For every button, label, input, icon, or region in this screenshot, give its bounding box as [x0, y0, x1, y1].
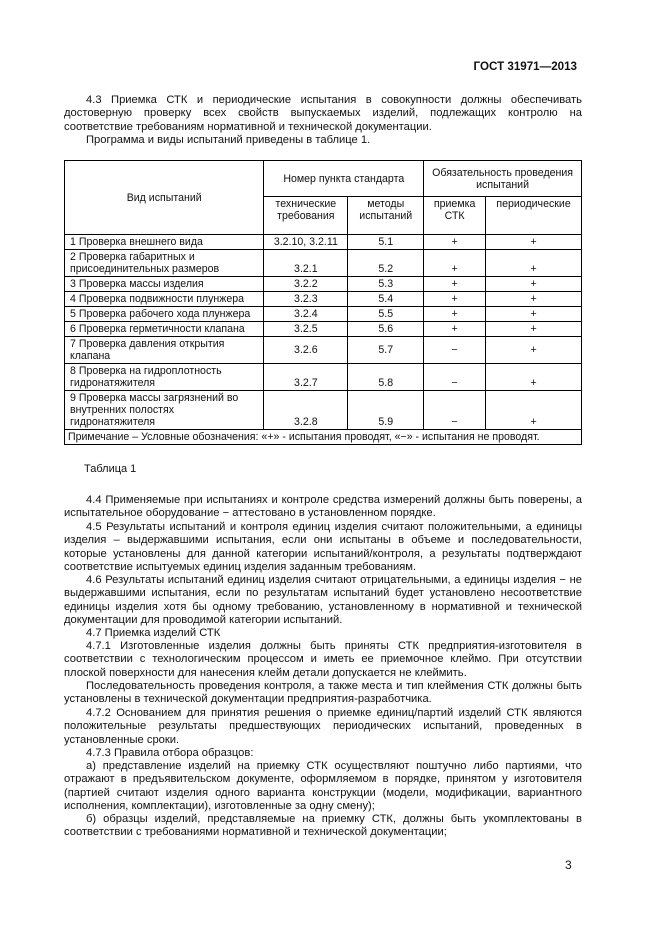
table-caption: Таблица 1	[84, 463, 137, 475]
row-test-name: 2 Проверка габаритных и присоединительных размеров	[65, 250, 264, 277]
page-number: 3	[565, 858, 572, 872]
paragraph-4-5: 4.5 Результаты испытаний и контроля единиц изделия считают положительными, а единицы изделия – выдержавшими испытания, если они испытаны в объеме и последовательности, которые установлены для данной категории испытаний/контроля, а результаты подтверждают соответствие испытуемых единиц изделия заданным требованиям.	[64, 521, 582, 573]
row-acceptance: +	[424, 322, 486, 337]
row-test-name: 3 Проверка массы изделия	[65, 277, 264, 292]
row-tech: 3.2.7	[264, 364, 348, 391]
tests-table	[64, 160, 582, 445]
row-acceptance: +	[424, 250, 486, 277]
row-periodic: +	[486, 307, 582, 322]
row-periodic: +	[486, 364, 582, 391]
row-tech: 3.2.10, 3.2.11	[264, 235, 348, 250]
row-acceptance: −	[424, 364, 486, 391]
row-tech: 3.2.5	[264, 322, 348, 337]
row-acceptance: −	[424, 337, 486, 364]
paragraph-4-3: 4.3 Приемка СТК и периодические испытания в совокупности должны обеспечивать достоверную проверку всех свойств выпускаемых изделий, подлежащих контролю на соответствие требованиям нормативной и технической документации.	[64, 94, 582, 133]
row-acceptance: +	[424, 307, 486, 322]
row-method: 5.5	[348, 307, 424, 322]
row-method: 5.4	[348, 292, 424, 307]
header-standard-clause: Номер пункта стандарта	[264, 161, 424, 197]
row-tech: 3.2.3	[264, 292, 348, 307]
row-acceptance: +	[424, 292, 486, 307]
row-test-name: 9 Проверка массы загрязнений во внутренних полостях гидронатяжителя	[65, 391, 264, 430]
row-acceptance: +	[424, 277, 486, 292]
header-test-type: Вид испытаний	[65, 161, 264, 235]
paragraph-4-7-1: 4.7.1 Изготовленные изделия должны быть приняты СТК предприятия-изготовителя в соответствии с технологическим процессом и иметь ее приемочное клеймо. При отсутствии плоской поверхности для нанесения клейм детали допускается не клеймить.	[64, 640, 582, 679]
table-row	[65, 364, 582, 391]
item-a: а) представление изделий на приемку СТК осуществляют поштучно либо партиями, что отражают в предъявительском документе, оформляемом в порядке, принятом у изготовителя (партией считают изделия одного варианта конструкции (модели, модификации, вариантного исполнения, комплектации), изготовленные за одну смену);	[64, 760, 582, 812]
table-row	[65, 292, 582, 307]
row-method: 5.6	[348, 322, 424, 337]
row-method: 5.2	[348, 250, 424, 277]
table-row	[65, 235, 582, 250]
row-tech: 3.2.2	[264, 277, 348, 292]
header-methods: методы испытаний	[348, 197, 424, 235]
row-method: 5.1	[348, 235, 424, 250]
paragraph-4-7-1-b: Последовательность проведения контроля, а также места и тип клеймения СТК должны быть установлены в технической документации предприятия-разработчика.	[64, 680, 582, 706]
table-row	[65, 322, 582, 337]
row-test-name: 4 Проверка подвижности плунжера	[65, 292, 264, 307]
row-periodic: +	[486, 337, 582, 364]
row-periodic: +	[486, 292, 582, 307]
row-test-name: 5 Проверка рабочего хода плунжера	[65, 307, 264, 322]
header-acceptance: приемка СТК	[424, 197, 486, 235]
row-test-name: 7 Проверка давления открытия клапана	[65, 337, 264, 364]
row-acceptance: −	[424, 391, 486, 430]
table-reference: Программа и виды испытаний приведены в таблице 1.	[86, 134, 371, 146]
row-method: 5.7	[348, 337, 424, 364]
row-tech: 3.2.8	[264, 391, 348, 430]
table-row	[65, 337, 582, 364]
row-periodic: +	[486, 277, 582, 292]
row-acceptance: +	[424, 235, 486, 250]
row-tech: 3.2.6	[264, 337, 348, 364]
paragraph-4-6: 4.6 Результаты испытаний единиц изделия считают отрицательными, а единицы изделия − не выдержавшими испытания, если по результатам испытаний будет установлено несоответствие единицы изделия хотя бы одному требованию, установленному в нормативной и технической документации для проводимой категории испытаний.	[64, 574, 582, 626]
header-obligation: Обязательность проведения испытаний	[424, 161, 582, 197]
table-note: Примечание – Условные обозначения: «+» - испытания проводят, «−» - испытания не проводят.	[65, 430, 582, 445]
table-row	[65, 391, 582, 430]
row-periodic: +	[486, 250, 582, 277]
item-b: б) образцы изделий, представляемые на приемку СТК, должны быть укомплектованы в соответствии с требованиями нормативной и технической документации;	[64, 813, 582, 839]
table-row	[65, 307, 582, 322]
row-tech: 3.2.4	[264, 307, 348, 322]
paragraph-4-4: 4.4 Применяемые при испытаниях и контроле средства измерений должны быть поверены, а испытательное оборудование − аттестовано в установленном порядке.	[64, 494, 582, 520]
row-test-name: 8 Проверка на гидроплотность гидронатяжителя	[65, 364, 264, 391]
table-row	[65, 277, 582, 292]
row-method: 5.8	[348, 364, 424, 391]
row-test-name: 6 Проверка герметичности клапана	[65, 322, 264, 337]
paragraph-4-7-2: 4.7.2 Основанием для принятия решения о приемке единиц/партий изделий СТК являются положительные результаты предшествующих периодических испытаний, проведенных в установленные сроки.	[64, 707, 582, 746]
row-periodic: +	[486, 322, 582, 337]
standard-number: ГОСТ 31971—2013	[473, 60, 577, 73]
row-periodic: +	[486, 235, 582, 250]
table-row	[65, 250, 582, 277]
row-method: 5.3	[348, 277, 424, 292]
row-tech: 3.2.1	[264, 250, 348, 277]
paragraph-4-7: 4.7 Приемка изделий СТК	[86, 627, 221, 639]
row-method: 5.9	[348, 391, 424, 430]
row-test-name: 1 Проверка внешнего вида	[65, 235, 264, 250]
paragraph-4-7-3: 4.7.3 Правила отбора образцов:	[86, 747, 254, 759]
row-periodic: +	[486, 391, 582, 430]
header-periodic: периодические	[486, 197, 582, 235]
header-tech-req: технические требования	[264, 197, 348, 235]
